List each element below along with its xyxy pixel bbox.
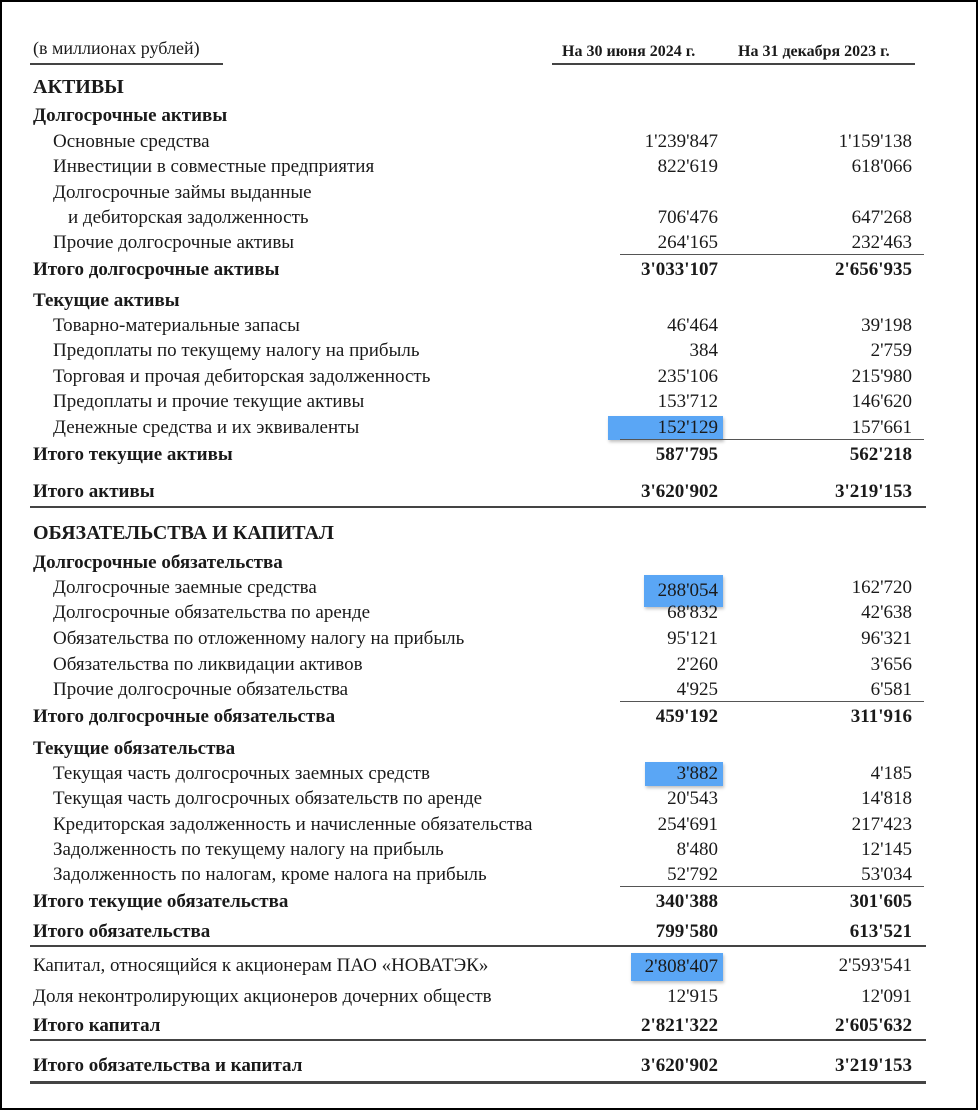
table-row <box>0 364 978 390</box>
highlighted-cell[interactable]: 2'808'407 <box>631 953 723 981</box>
row-label: Предоплаты по текущему налогу на прибыль <box>53 340 420 361</box>
noncurrent-liabilities-title: Долгосрочные обязательства <box>33 552 283 573</box>
row-label: Торговая и прочая дебиторская задолженность <box>53 366 431 387</box>
current-assets-title: Текущие активы <box>33 290 180 311</box>
total-row <box>0 479 978 505</box>
row-label: Кредиторская задолженность и начисленные обязательства <box>53 814 533 835</box>
total-row <box>0 704 978 730</box>
liabilities-title: ОБЯЗАТЕЛЬСТВА И КАПИТАЛ <box>33 522 334 544</box>
table-row <box>0 313 978 339</box>
value-2024: 8'480 <box>676 839 718 860</box>
noncurrent-assets-title: Долгосрочные активы <box>33 105 228 126</box>
value-2024: 264'165 <box>657 232 718 253</box>
value-2023: 42'638 <box>861 602 912 623</box>
value-2024: 4'925 <box>676 679 718 700</box>
table-row <box>0 837 978 863</box>
table-row-label-line1 <box>0 180 978 206</box>
grand-total-row <box>0 1053 978 1079</box>
value-2023: 96'321 <box>861 628 912 649</box>
value-2024: 68'832 <box>667 602 718 623</box>
row-label: Итого активы <box>33 481 155 502</box>
table-row <box>0 600 978 626</box>
row-label: Предоплаты и прочие текущие активы <box>53 391 365 412</box>
table-row <box>0 154 978 180</box>
value-2024: 384 <box>689 340 718 361</box>
value-2024: 706'476 <box>657 207 718 228</box>
value-2024: 95'121 <box>667 628 718 649</box>
value-2023: 217'423 <box>851 814 912 835</box>
assets-title: АКТИВЫ <box>33 76 124 98</box>
value-2023: 232'463 <box>851 232 912 253</box>
value-2024: 340'388 <box>655 891 718 912</box>
table-row <box>0 626 978 652</box>
row-label: Обязательства по ликвидации активов <box>53 654 363 675</box>
table-row <box>0 677 978 703</box>
value-2024: 587'795 <box>655 444 718 465</box>
value-2023: 12'091 <box>861 986 912 1007</box>
value-2023: 39'198 <box>861 315 912 336</box>
value-2023: 647'268 <box>851 207 912 228</box>
value-2023: 53'034 <box>861 864 912 885</box>
row-label: Капитал, относящийся к акционерам ПАО «НОВАТЭК» <box>33 955 489 976</box>
row-label: Товарно-материальные запасы <box>53 315 300 336</box>
table-row <box>0 575 978 601</box>
row-label: Текущая часть долгосрочных обязательств по аренде <box>53 788 483 809</box>
value-2024: 822'619 <box>657 156 718 177</box>
units-underline <box>30 63 223 65</box>
row-label: Итого капитал <box>33 1015 161 1036</box>
value-2024: 459'192 <box>655 706 718 727</box>
value-2023: 3'219'153 <box>834 481 912 502</box>
value-2023: 618'066 <box>851 156 912 177</box>
value-2023: 301'605 <box>849 891 912 912</box>
value-2023: 3'656 <box>870 654 912 675</box>
table-row <box>0 862 978 888</box>
value-2023: 3'219'153 <box>834 1055 912 1076</box>
column-header-2023: На 31 декабря 2023 г. <box>738 43 890 60</box>
row-label: Итого текущие активы <box>33 444 233 465</box>
table-row <box>0 984 978 1010</box>
column-header-2024: На 30 июня 2024 г. <box>562 43 696 60</box>
row-label: Инвестиции в совместные предприятия <box>53 156 375 177</box>
table-row <box>0 415 978 441</box>
value-2023: 562'218 <box>849 444 912 465</box>
row-label: Денежные средства и их эквиваленты <box>53 417 360 438</box>
row-label-continued: и дебиторская задолженность <box>68 207 309 228</box>
value-2024-highlighted[interactable] <box>568 761 718 787</box>
subtotal-rule <box>620 439 924 440</box>
table-row <box>0 389 978 415</box>
total-row <box>0 889 978 915</box>
subtotal-rule <box>620 701 924 702</box>
value-2024: 3'033'107 <box>640 259 718 280</box>
value-2023: 2'605'632 <box>834 1015 912 1036</box>
total-rule <box>30 945 926 947</box>
value-2024: 20'543 <box>667 788 718 809</box>
table-row <box>0 652 978 678</box>
row-label: Долгосрочные обязательства по аренде <box>53 602 371 623</box>
units-label: (в миллионах рублей) <box>33 38 200 58</box>
value-2023: 1'159'138 <box>838 131 912 152</box>
table-row <box>0 129 978 155</box>
value-2024: 2'821'322 <box>640 1015 718 1036</box>
subtotal-rule <box>620 254 924 255</box>
value-2024: 52'792 <box>667 864 718 885</box>
grand-total-rule <box>30 1081 926 1084</box>
row-label: Итого текущие обязательства <box>33 891 289 912</box>
current-liabilities-title: Текущие обязательства <box>33 738 236 759</box>
value-2024: 2'260 <box>676 654 718 675</box>
value-2024: 254'691 <box>657 814 718 835</box>
value-2024: 3'620'902 <box>640 1055 718 1076</box>
value-2024: 1'239'847 <box>644 131 718 152</box>
row-label: Прочие долгосрочные активы <box>53 232 295 253</box>
total-rule <box>30 506 926 508</box>
value-2023: 6'581 <box>870 679 912 700</box>
row-label: Итого долгосрочные активы <box>33 259 280 280</box>
value-2024: 46'464 <box>667 315 718 336</box>
total-row <box>0 919 978 945</box>
row-label: Обязательства по отложенному налогу на прибыль <box>53 628 465 649</box>
table-row <box>0 205 978 231</box>
row-label: Доля неконтролирующих акционеров дочерних обществ <box>33 986 492 1007</box>
value-2024: 153'712 <box>657 391 718 412</box>
value-2024-highlighted[interactable] <box>568 953 718 981</box>
total-row <box>0 1013 978 1039</box>
row-label: Итого долгосрочные обязательства <box>33 706 336 727</box>
row-label: Задолженность по налогам, кроме налога на прибыль <box>53 864 487 885</box>
table-row <box>0 786 978 812</box>
value-2023: 2'656'935 <box>834 259 912 280</box>
row-label: Итого обязательства и капитал <box>33 1055 303 1076</box>
value-2023: 613'521 <box>849 921 912 942</box>
table-row <box>0 230 978 256</box>
table-row <box>0 761 978 787</box>
value-2023: 2'759 <box>870 340 912 361</box>
highlighted-cell[interactable]: 152'129 <box>608 416 723 440</box>
highlighted-cell[interactable]: 3'882 <box>645 762 723 786</box>
row-label: Прочие долгосрочные обязательства <box>53 679 349 700</box>
subtotal-rule <box>620 886 924 887</box>
value-2024-highlighted[interactable] <box>568 415 718 441</box>
value-2023: 12'145 <box>861 839 912 860</box>
row-label: Итого обязательства <box>33 921 211 942</box>
table-row <box>0 812 978 838</box>
value-2023: 215'980 <box>851 366 912 387</box>
value-2024: 235'106 <box>657 366 718 387</box>
value-2023: 162'720 <box>851 577 912 598</box>
value-2023: 146'620 <box>851 391 912 412</box>
value-2023: 157'661 <box>851 417 912 438</box>
value-2024: 799'580 <box>655 921 718 942</box>
row-label: Долгосрочные заемные средства <box>53 577 317 598</box>
value-2023: 4'185 <box>870 763 912 784</box>
total-rule <box>30 1039 926 1041</box>
column-header-underline <box>552 63 915 65</box>
row-label: Текущая часть долгосрочных заемных средств <box>53 763 430 784</box>
total-row <box>0 442 978 468</box>
total-row <box>0 257 978 283</box>
value-2023: 2'593'541 <box>838 955 912 976</box>
row-label: Задолженность по текущему налогу на прибыль <box>53 839 444 860</box>
value-2024: 3'620'902 <box>640 481 718 502</box>
value-2023: 14'818 <box>861 788 912 809</box>
highlighted-cell[interactable]: 288'054 <box>644 575 723 607</box>
table-row <box>0 338 978 364</box>
value-2023: 311'916 <box>850 706 912 727</box>
table-row <box>0 953 978 979</box>
row-label: Основные средства <box>53 131 210 152</box>
value-2024: 12'915 <box>667 986 718 1007</box>
row-label: Долгосрочные займы выданные <box>53 182 312 203</box>
